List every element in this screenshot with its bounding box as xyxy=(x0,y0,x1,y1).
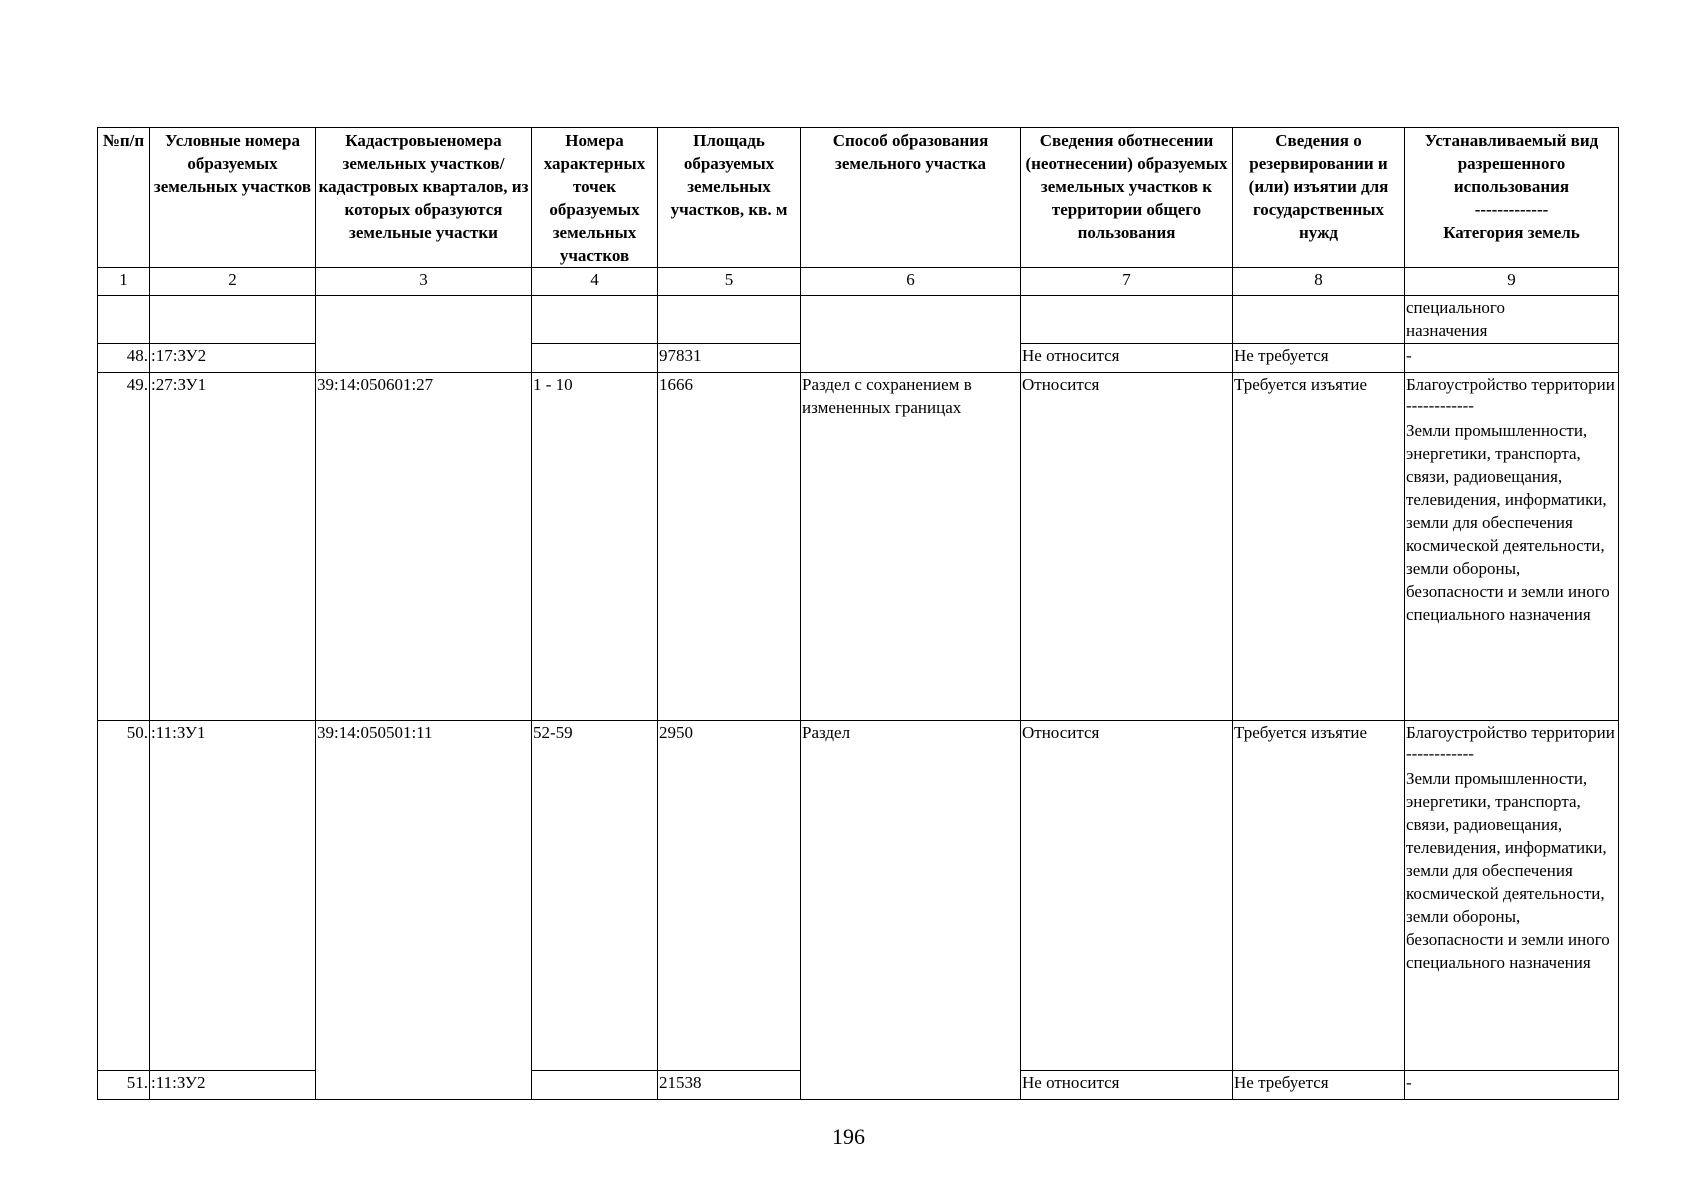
header-col-9-category: Категория земель xyxy=(1443,223,1580,242)
header-col-3: Кадастровыеномера земельных участков/кадастровых кварталов, из которых образуются земельные участки xyxy=(316,128,532,268)
permitted-use-cell xyxy=(1405,373,1619,721)
header-col-9 xyxy=(1405,128,1619,268)
point-numbers: 52-59 xyxy=(532,721,658,1071)
permitted-use: Благоустройство территории xyxy=(1406,723,1615,742)
plot-area: 21538 xyxy=(658,1071,801,1100)
row-number: 50. xyxy=(98,721,150,1071)
point-numbers: 1 - 10 xyxy=(532,373,658,721)
plot-area: 1666 xyxy=(658,373,801,721)
header-col-4: Номера характерных точек образуемых земельных участков xyxy=(532,128,658,268)
permitted-use-cell xyxy=(1405,721,1619,1071)
public-use-flag: Относится xyxy=(1021,721,1233,1071)
plot-id: :17:ЗУ2 xyxy=(150,344,316,373)
separator-dash: ------------ xyxy=(1406,744,1474,763)
header-col-9-use: Устанавливаемый вид разрешенного использования xyxy=(1424,131,1599,196)
col-number: 8 xyxy=(1233,268,1405,296)
header-col-1: №п/п xyxy=(98,128,150,268)
header-col-6: Способ образования земельного участка xyxy=(801,128,1021,268)
permitted-use: Благоустройство территории xyxy=(1406,375,1615,394)
category-continuation: специального назначения xyxy=(1405,296,1619,344)
col-number: 6 xyxy=(801,268,1021,296)
table-row xyxy=(98,721,1619,1071)
plot-area: 2950 xyxy=(658,721,801,1071)
header-col-2: Условные номера образуемых земельных участков xyxy=(150,128,316,268)
plot-id: :11:ЗУ2 xyxy=(150,1071,316,1100)
col-number: 1 xyxy=(98,268,150,296)
public-use-flag: Не относится xyxy=(1021,1071,1233,1100)
land-category: Земли промышленности, энергетики, транспорта, связи, радиовещания, телевидения, информатики, земли для обеспечения космической деятельности, земли обороны, безопасности и земли иного специального назначения xyxy=(1406,421,1610,624)
reservation-status: Не требуется xyxy=(1233,1071,1405,1100)
header-col-7: Сведения оботнесении (неотнесении) образуемых земельных участков к территории общего пользования xyxy=(1021,128,1233,268)
formation-method: Раздел xyxy=(801,721,1021,1100)
row-number: 49. xyxy=(98,373,150,721)
col-number: 5 xyxy=(658,268,801,296)
col-number: 4 xyxy=(532,268,658,296)
col-number: 7 xyxy=(1021,268,1233,296)
reservation-status: Не требуется xyxy=(1233,344,1405,373)
row-number: 48. xyxy=(98,344,150,373)
page-number: 196 xyxy=(832,1124,865,1149)
public-use-flag: Относится xyxy=(1021,373,1233,721)
table-row-continuation xyxy=(98,296,1619,344)
separator-dash: ------------ xyxy=(1406,396,1474,415)
formation-method: Раздел с сохранением в измененных границах xyxy=(801,373,1021,721)
permitted-use: - xyxy=(1405,344,1619,373)
reservation-status: Требуется изъятие xyxy=(1233,373,1405,721)
row-number: 51. xyxy=(98,1071,150,1100)
reservation-status: Требуется изъятие xyxy=(1233,721,1405,1071)
cadastral-number: 39:14:050601:27 xyxy=(316,373,532,721)
plot-area: 97831 xyxy=(658,344,801,373)
cadastral-number: 39:14:050501:11 xyxy=(316,721,532,1100)
col-number: 2 xyxy=(150,268,316,296)
permitted-use: - xyxy=(1405,1071,1619,1100)
land-category: Земли промышленности, энергетики, транспорта, связи, радиовещания, телевидения, информатики, земли для обеспечения космической деятельности, земли обороны, безопасности и земли иного специального назначения xyxy=(1406,769,1610,972)
public-use-flag: Не относится xyxy=(1021,344,1233,373)
header-col-5: Площадь образуемых земельных участков, кв. м xyxy=(658,128,801,268)
plot-id: :27:ЗУ1 xyxy=(150,373,316,721)
table-row xyxy=(98,373,1619,721)
land-plots-table xyxy=(97,127,1619,1100)
col-number: 9 xyxy=(1405,268,1619,296)
header-col-9-dash: ------------- xyxy=(1474,200,1549,219)
col-number: 3 xyxy=(316,268,532,296)
header-row xyxy=(98,128,1619,268)
plot-id: :11:ЗУ1 xyxy=(150,721,316,1071)
column-number-row xyxy=(98,268,1619,296)
header-col-8: Сведения о резервировании и (или) изъятии для государственных нужд xyxy=(1233,128,1405,268)
